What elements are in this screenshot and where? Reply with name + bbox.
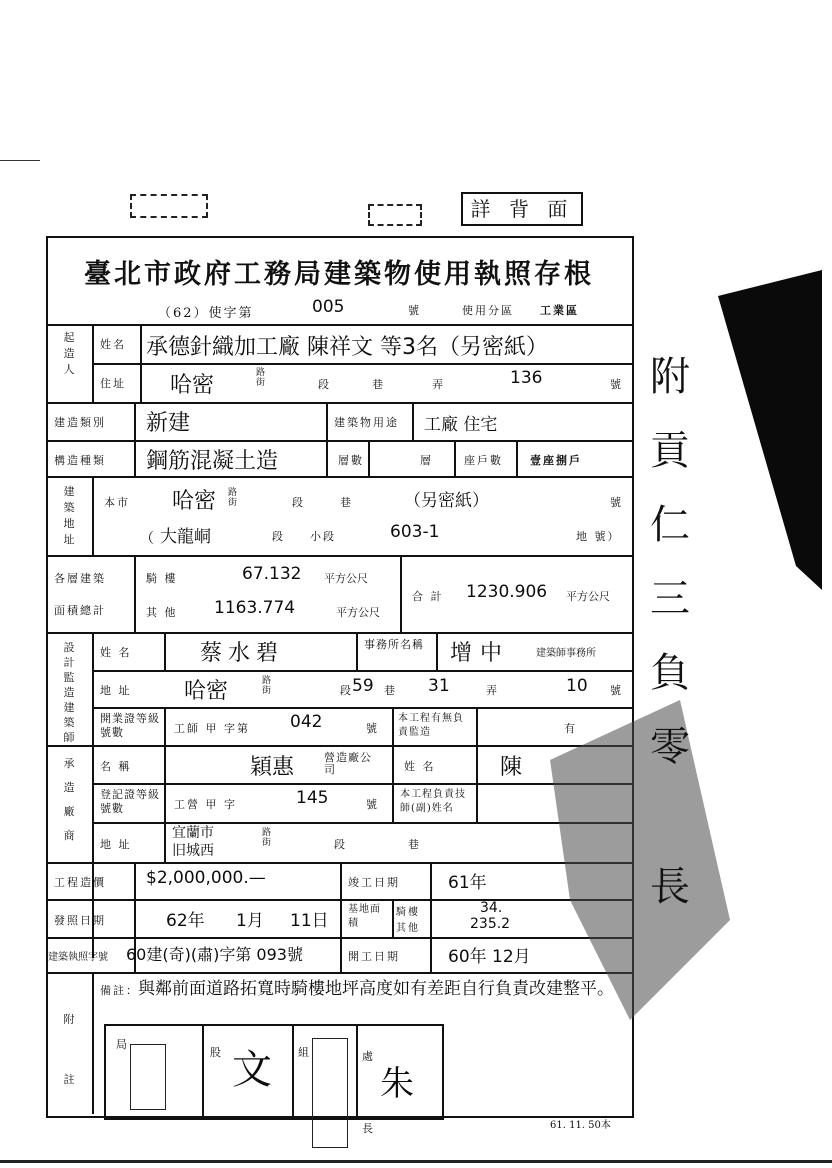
permit-value: 60建(奇)(肅)字第 093號 <box>126 945 303 964</box>
rule <box>164 822 166 862</box>
rule <box>476 707 478 745</box>
side-char: 貢 <box>650 428 690 474</box>
owner-address-value: 哈密 <box>170 373 215 398</box>
owner-number-word: 號 <box>610 378 623 391</box>
permit-prefix: （62）使字第 <box>158 306 254 321</box>
zone-value: 工業區 <box>540 304 579 317</box>
floors-label: 層數 <box>338 454 364 467</box>
small-stamp <box>130 194 208 218</box>
owner-section-label: 起造人 <box>63 331 75 376</box>
office-value: 增中 <box>450 641 511 666</box>
site-section-word: 段 <box>292 496 305 509</box>
cost-label: 工程造價 <box>54 876 106 889</box>
contractor-name-value: 穎惠 <box>250 755 295 780</box>
small-stamp <box>368 204 422 226</box>
total-value: 1230.906 <box>466 582 548 602</box>
sign-label-3: 組 <box>298 1046 311 1059</box>
architect-number-word: 號 <box>610 684 623 697</box>
rule <box>140 324 142 402</box>
arcade-unit: 平方公尺 <box>324 572 368 585</box>
architect-alley-value: 31 <box>428 676 450 696</box>
owner-address-label: 住址 <box>100 377 126 390</box>
zone-label: 使用分區 <box>462 304 514 317</box>
contractor-person-label: 姓 名 <box>404 760 436 773</box>
form-code: 61. 11. 50本 <box>550 1120 611 1131</box>
rule <box>92 670 632 672</box>
architect-name-value: 蔡水碧 <box>200 641 285 666</box>
rule <box>164 745 166 822</box>
total-unit: 平方公尺 <box>566 590 610 603</box>
architect-name-label: 姓 名 <box>100 646 132 659</box>
rule <box>134 402 136 476</box>
reg-suffix: 號 <box>366 798 379 811</box>
area-label-2: 面積總計 <box>54 604 106 617</box>
arcade-value: 67.132 <box>242 564 302 584</box>
type-label: 建造類別 <box>54 416 106 429</box>
signature-mark: 朱 <box>380 1064 414 1104</box>
side-char: 零 <box>650 724 690 770</box>
site-lot-sub-word: 小段 <box>310 530 336 543</box>
sign-label-2: 股 <box>210 1046 223 1059</box>
permit-label: 建築執照字號 <box>48 952 108 963</box>
contractor-lane-word: 巷 <box>408 838 421 851</box>
side-char: 長 <box>650 864 690 910</box>
rule <box>46 632 632 634</box>
issue-day: 11日 <box>290 911 329 931</box>
remarks-note-text: 與鄰前面道路拓寬時騎樓地坪高度如有差距自行負責改建整平。 <box>138 979 614 999</box>
rule <box>134 555 136 632</box>
engineer-label: 本工程負責技師(副)姓名 <box>400 789 466 814</box>
rule <box>392 707 394 745</box>
site-number-word: 號 <box>610 496 623 509</box>
rule <box>400 555 402 632</box>
site-section-label: 建築地址 <box>63 485 75 546</box>
rule <box>92 972 94 1114</box>
use-value: 工廠 住宅 <box>424 415 498 435</box>
reg-label: 登記證等級號數 <box>100 788 160 815</box>
other-value: 1163.774 <box>214 598 296 618</box>
rule <box>164 632 166 670</box>
architect-alley-word: 弄 <box>486 684 499 697</box>
supervise-label: 本工程有無負責監造 <box>398 713 464 738</box>
issue-month: 1月 <box>236 911 264 931</box>
rule <box>430 862 432 972</box>
base-arcade-label: 騎樓 <box>396 907 420 918</box>
type-value: 新建 <box>146 411 191 436</box>
supervise-value: 有 <box>564 722 577 735</box>
owner-section-word: 段 <box>318 378 331 391</box>
architect-number-value: 10 <box>566 676 588 696</box>
contractor-name-suffix: 營造廠公司 <box>324 751 372 776</box>
contractor-name-label: 名 稱 <box>100 760 132 773</box>
contractor-person-value: 陳 <box>500 755 523 780</box>
license-label: 開業證等級號數 <box>100 712 160 739</box>
rule <box>92 632 94 958</box>
rule <box>164 707 166 745</box>
architect-lane-word: 巷 <box>384 684 397 697</box>
license-suffix: 號 <box>366 722 379 735</box>
architect-road-label: 路 街 <box>262 676 274 696</box>
architect-section-word: 段 <box>340 684 353 697</box>
side-char: 附 <box>650 354 690 400</box>
owner-road-label: 路 街 <box>256 368 268 388</box>
rule <box>92 363 632 365</box>
units-label: 座戶數 <box>464 454 503 467</box>
sign-label-4: 處 <box>362 1050 375 1063</box>
rule <box>476 745 478 822</box>
remarks-section-label: 附註 <box>63 1013 75 1086</box>
structure-value: 鋼筋混凝土造 <box>146 449 279 474</box>
rule <box>412 402 414 440</box>
start-value: 60年 12月 <box>448 947 531 967</box>
contractor-section-label: 承造廠商 <box>63 757 75 842</box>
arcade-label: 騎 樓 <box>146 572 178 585</box>
rule <box>392 745 394 822</box>
other-unit: 平方公尺 <box>336 606 380 619</box>
rule <box>454 440 456 476</box>
seal-stamp <box>130 1044 166 1110</box>
cost-value: $2,000,000.— <box>146 868 266 888</box>
contractor-address-value: 宜蘭市 旧城西 <box>172 825 214 859</box>
rule <box>436 632 438 670</box>
side-char: 仁 <box>650 502 690 548</box>
rule <box>92 476 94 555</box>
other-label: 其 他 <box>146 606 178 619</box>
reg-prefix: 工營 甲 字 <box>174 798 237 811</box>
seal-stamp <box>312 1038 348 1148</box>
contractor-road-label: 路 街 <box>262 828 274 848</box>
owner-alley-word: 弄 <box>432 378 445 391</box>
rule <box>326 402 328 476</box>
office-label: 事務所名稱 <box>364 638 424 651</box>
scan-mark <box>0 160 40 161</box>
site-alley-value: （另密紙） <box>404 491 489 511</box>
rule <box>46 476 632 478</box>
rule <box>46 324 632 326</box>
rule <box>92 324 94 402</box>
owner-name-label: 姓名 <box>100 338 126 351</box>
rule <box>356 1024 358 1116</box>
base-label: 基地面積 <box>348 904 381 929</box>
rule <box>356 632 358 670</box>
architect-address-label: 地 址 <box>100 684 132 697</box>
rule <box>368 440 370 476</box>
rule <box>392 899 394 937</box>
base-arcade-value: 34. <box>480 900 503 916</box>
site-lot-open: （ <box>140 531 156 547</box>
architect-lane-value: 59 <box>352 676 374 696</box>
remarks-note-label: 備註： <box>100 984 139 997</box>
reg-number: 145 <box>296 788 329 808</box>
rule <box>202 1024 204 1116</box>
back-side-stamp: 詳 背 面 <box>461 192 583 226</box>
license-prefix: 工師 甲 字第 <box>174 722 250 735</box>
side-char: 三 <box>650 576 690 622</box>
issue-year: 62年 <box>166 911 205 931</box>
site-city: 本市 <box>104 496 130 509</box>
sign-label-5: 長 <box>362 1122 375 1135</box>
office-suffix: 建築師事務所 <box>536 648 596 659</box>
start-label: 開工日期 <box>348 950 400 963</box>
license-number: 042 <box>290 712 323 732</box>
floors-value: 層 <box>420 454 433 467</box>
scan-shadow <box>710 270 832 600</box>
site-lot-close: 地 號） <box>576 530 621 543</box>
contractor-address-label: 地 址 <box>100 838 132 851</box>
contractor-section-word: 段 <box>334 838 347 851</box>
site-lot-area: 大龍峒 <box>160 527 211 547</box>
owner-number-value: 136 <box>510 368 543 388</box>
finish-label: 竣工日期 <box>348 876 400 889</box>
total-label: 合 計 <box>412 590 444 603</box>
architect-address-value: 哈密 <box>184 679 229 704</box>
site-lot-number: 603-1 <box>390 522 440 542</box>
ghost-stamp-shadow <box>530 700 730 1020</box>
site-lot-section-word: 段 <box>272 530 285 543</box>
use-label: 建築物用途 <box>334 416 399 429</box>
rule <box>516 440 518 476</box>
owner-lane-word: 巷 <box>372 378 385 391</box>
form-title: 臺北市政府工務局建築物使用執照存根 <box>84 259 594 290</box>
area-label-1: 各層建築 <box>54 572 106 585</box>
signature-mark: 文 <box>232 1047 272 1093</box>
rule <box>340 862 342 899</box>
finish-value: 61年 <box>448 873 487 893</box>
site-road-label: 路 街 <box>228 488 240 508</box>
issue-label: 發照日期 <box>54 914 106 927</box>
rule <box>134 862 136 937</box>
structure-label: 構造種類 <box>54 454 106 467</box>
site-lane-word: 巷 <box>340 496 353 509</box>
units-value: 壹座捌戶 <box>530 454 582 467</box>
scan-edge <box>0 1160 832 1163</box>
owner-name-value: 承德針織加工廠 陳祥文 等3名（另密紙） <box>146 335 548 360</box>
rule <box>292 1024 294 1116</box>
rule <box>340 899 342 972</box>
site-road-value: 哈密 <box>172 489 217 514</box>
sign-label-1: 局 <box>116 1038 129 1051</box>
side-char: 負 <box>650 650 690 696</box>
base-other-value: 235.2 <box>470 916 511 932</box>
permit-suffix: 號 <box>408 304 421 317</box>
permit-number: 005 <box>312 297 345 317</box>
base-other-label: 其他 <box>396 923 420 934</box>
architect-section-label: 設計監造建築師 <box>63 641 75 744</box>
